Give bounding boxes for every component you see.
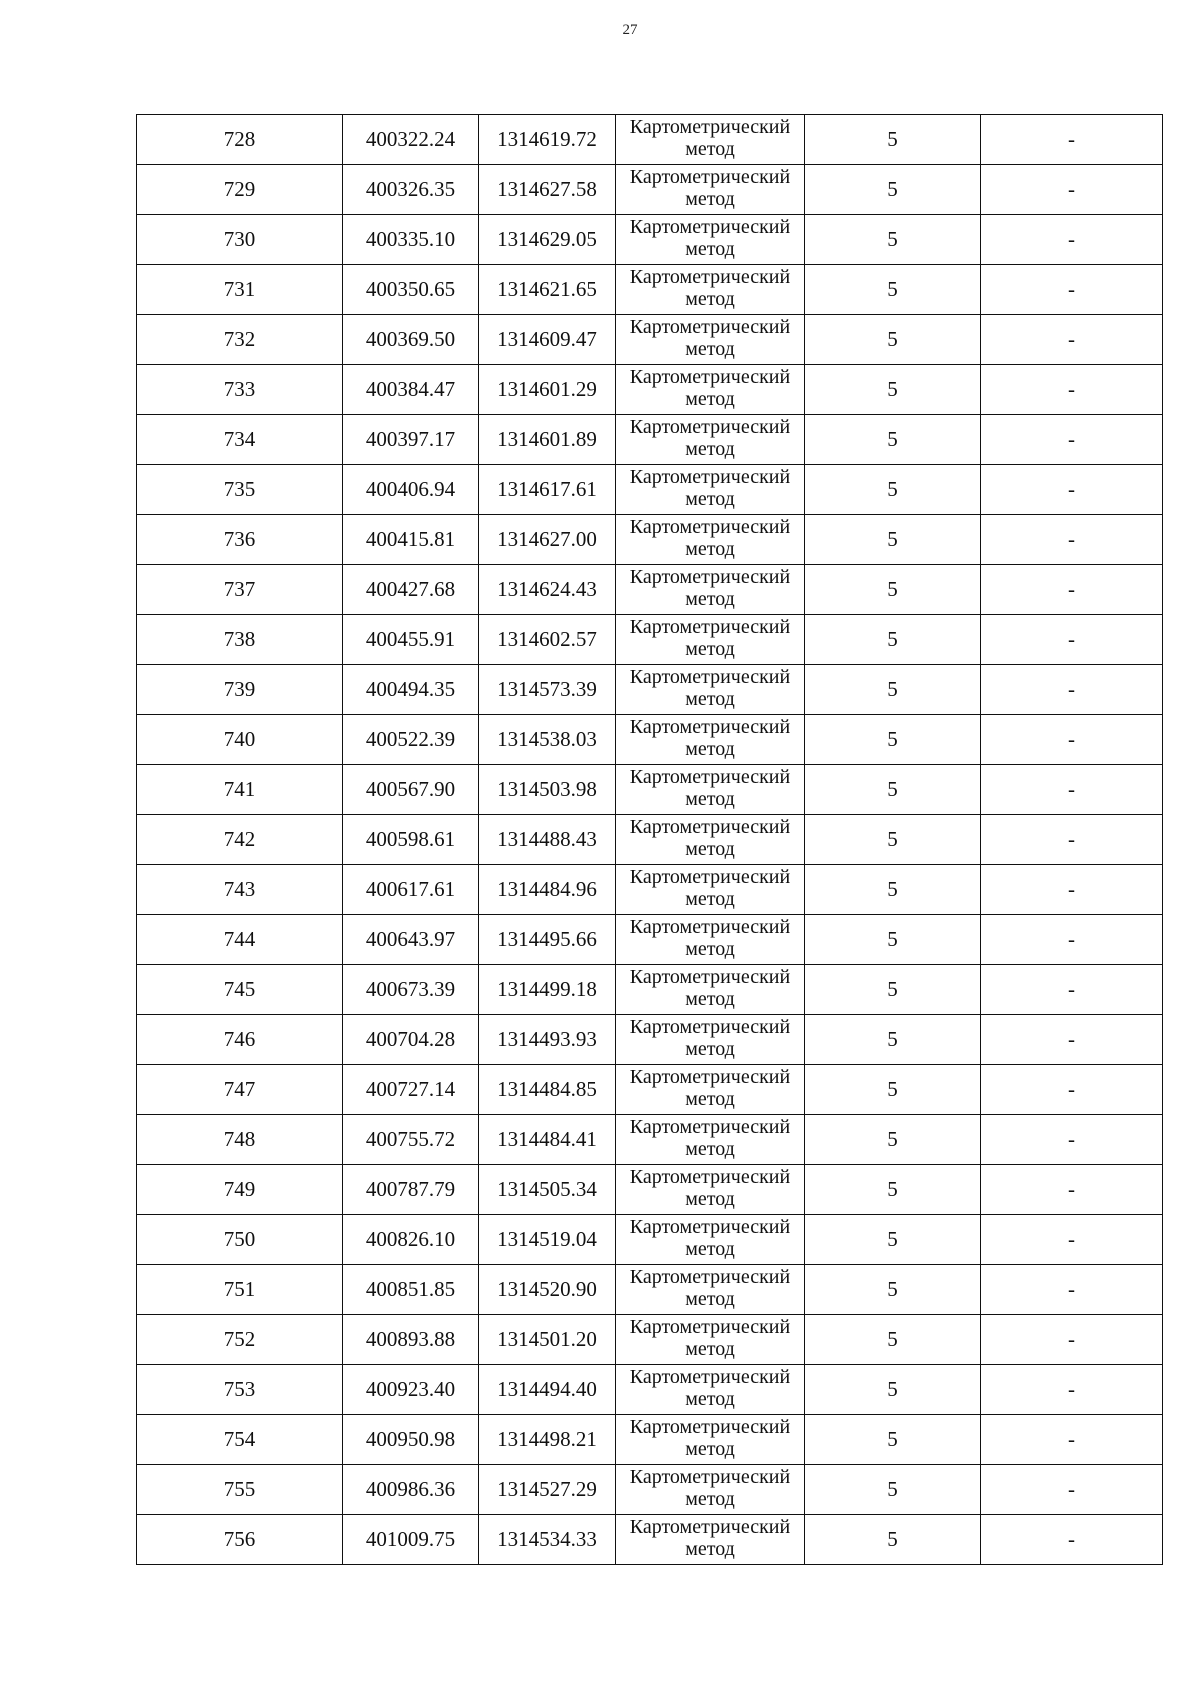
accuracy-cell: 5 (805, 815, 981, 865)
method-cell (616, 565, 805, 615)
table-row (137, 1065, 1163, 1115)
table-row (137, 1315, 1163, 1365)
point-number-cell: 741 (137, 765, 343, 815)
accuracy-cell: 5 (805, 615, 981, 665)
accuracy-cell: 5 (805, 165, 981, 215)
method-line-1: Картометрический (629, 966, 791, 988)
method-cell (616, 1215, 805, 1265)
y-coordinate-cell: 1314621.65 (479, 265, 616, 315)
note-cell: - (981, 365, 1163, 415)
method-cell (616, 665, 805, 715)
x-coordinate-cell: 400427.68 (343, 565, 479, 615)
method-line-1: Картометрический (629, 316, 791, 338)
accuracy-cell: 5 (805, 665, 981, 715)
note-cell: - (981, 865, 1163, 915)
note-cell: - (981, 265, 1163, 315)
method-line-1: Картометрический (629, 1216, 791, 1238)
accuracy-cell: 5 (805, 1115, 981, 1165)
method-line-1: Картометрический (629, 666, 791, 688)
method-line-1: Картометрический (629, 266, 791, 288)
point-number-cell: 731 (137, 265, 343, 315)
method-line-2: метод (685, 288, 735, 310)
method-line-1: Картометрический (629, 1166, 791, 1188)
method-line-2: метод (685, 838, 735, 860)
note-cell: - (981, 915, 1163, 965)
method-line-2: метод (685, 938, 735, 960)
accuracy-cell: 5 (805, 1315, 981, 1365)
method-line-2: метод (685, 588, 735, 610)
x-coordinate-cell: 401009.75 (343, 1515, 479, 1565)
method-cell (616, 115, 805, 165)
table-row (137, 365, 1163, 415)
point-number-cell: 732 (137, 315, 343, 365)
x-coordinate-cell: 400986.36 (343, 1465, 479, 1515)
x-coordinate-cell: 400369.50 (343, 315, 479, 365)
accuracy-cell: 5 (805, 765, 981, 815)
method-line-1: Картометрический (629, 1316, 791, 1338)
accuracy-cell: 5 (805, 1015, 981, 1065)
method-line-2: метод (685, 638, 735, 660)
method-line-2: метод (685, 988, 735, 1010)
method-line-1: Картометрический (629, 816, 791, 838)
point-number-cell: 737 (137, 565, 343, 615)
x-coordinate-cell: 400950.98 (343, 1415, 479, 1465)
method-line-1: Картометрический (629, 116, 791, 138)
y-coordinate-cell: 1314505.34 (479, 1165, 616, 1215)
y-coordinate-cell: 1314573.39 (479, 665, 616, 715)
point-number-cell: 746 (137, 1015, 343, 1065)
x-coordinate-cell: 400494.35 (343, 665, 479, 715)
y-coordinate-cell: 1314484.96 (479, 865, 616, 915)
x-coordinate-cell: 400727.14 (343, 1065, 479, 1115)
y-coordinate-cell: 1314609.47 (479, 315, 616, 365)
point-number-cell: 745 (137, 965, 343, 1015)
table-row (137, 1415, 1163, 1465)
method-line-2: метод (685, 438, 735, 460)
accuracy-cell: 5 (805, 415, 981, 465)
note-cell: - (981, 165, 1163, 215)
method-line-2: метод (685, 1088, 735, 1110)
note-cell: - (981, 1015, 1163, 1065)
note-cell: - (981, 1465, 1163, 1515)
x-coordinate-cell: 400617.61 (343, 865, 479, 915)
x-coordinate-cell: 400326.35 (343, 165, 479, 215)
accuracy-cell: 5 (805, 315, 981, 365)
method-line-2: метод (685, 188, 735, 210)
y-coordinate-cell: 1314494.40 (479, 1365, 616, 1415)
method-line-2: метод (685, 1188, 735, 1210)
table-row (137, 515, 1163, 565)
method-line-1: Картометрический (629, 766, 791, 788)
table-row (137, 915, 1163, 965)
y-coordinate-cell: 1314493.93 (479, 1015, 616, 1065)
note-cell: - (981, 415, 1163, 465)
method-cell (616, 1415, 805, 1465)
method-line-2: метод (685, 738, 735, 760)
y-coordinate-cell: 1314495.66 (479, 915, 616, 965)
table-row (137, 1465, 1163, 1515)
method-line-2: метод (685, 388, 735, 410)
note-cell: - (981, 1415, 1163, 1465)
method-cell (616, 365, 805, 415)
method-line-2: метод (685, 538, 735, 560)
y-coordinate-cell: 1314484.41 (479, 1115, 616, 1165)
point-number-cell: 730 (137, 215, 343, 265)
table-row (137, 965, 1163, 1015)
y-coordinate-cell: 1314538.03 (479, 715, 616, 765)
point-number-cell: 748 (137, 1115, 343, 1165)
table-row (137, 565, 1163, 615)
x-coordinate-cell: 400322.24 (343, 115, 479, 165)
method-cell (616, 515, 805, 565)
note-cell: - (981, 965, 1163, 1015)
point-number-cell: 751 (137, 1265, 343, 1315)
method-cell (616, 215, 805, 265)
point-number-cell: 742 (137, 815, 343, 865)
method-line-1: Картометрический (629, 1516, 791, 1538)
note-cell: - (981, 1165, 1163, 1215)
accuracy-cell: 5 (805, 215, 981, 265)
table-row (137, 865, 1163, 915)
table-row (137, 465, 1163, 515)
page-number: 27 (622, 22, 638, 38)
method-line-1: Картометрический (629, 1366, 791, 1388)
method-line-1: Картометрический (629, 1116, 791, 1138)
method-line-1: Картометрический (629, 166, 791, 188)
accuracy-cell: 5 (805, 1065, 981, 1115)
table-row (137, 715, 1163, 765)
accuracy-cell: 5 (805, 265, 981, 315)
y-coordinate-cell: 1314629.05 (479, 215, 616, 265)
accuracy-cell: 5 (805, 1415, 981, 1465)
note-cell: - (981, 1315, 1163, 1365)
method-line-1: Картометрический (629, 1466, 791, 1488)
method-line-1: Картометрический (629, 516, 791, 538)
y-coordinate-cell: 1314602.57 (479, 615, 616, 665)
method-cell (616, 1365, 805, 1415)
y-coordinate-cell: 1314520.90 (479, 1265, 616, 1315)
method-line-1: Картометрический (629, 366, 791, 388)
x-coordinate-cell: 400851.85 (343, 1265, 479, 1315)
x-coordinate-cell: 400567.90 (343, 765, 479, 815)
y-coordinate-cell: 1314617.61 (479, 465, 616, 515)
method-line-2: метод (685, 1138, 735, 1160)
note-cell: - (981, 715, 1163, 765)
accuracy-cell: 5 (805, 1465, 981, 1515)
point-number-cell: 756 (137, 1515, 343, 1565)
note-cell: - (981, 515, 1163, 565)
x-coordinate-cell: 400335.10 (343, 215, 479, 265)
method-cell (616, 715, 805, 765)
method-cell (616, 765, 805, 815)
method-line-2: метод (685, 1288, 735, 1310)
y-coordinate-cell: 1314527.29 (479, 1465, 616, 1515)
method-line-2: метод (685, 788, 735, 810)
table-row (137, 265, 1163, 315)
method-cell (616, 265, 805, 315)
point-number-cell: 736 (137, 515, 343, 565)
point-number-cell: 747 (137, 1065, 343, 1115)
accuracy-cell: 5 (805, 515, 981, 565)
point-number-cell: 740 (137, 715, 343, 765)
y-coordinate-cell: 1314619.72 (479, 115, 616, 165)
method-line-2: метод (685, 1438, 735, 1460)
y-coordinate-cell: 1314519.04 (479, 1215, 616, 1265)
note-cell: - (981, 815, 1163, 865)
method-line-2: метод (685, 338, 735, 360)
coordinates-table-body (137, 115, 1163, 1565)
method-cell (616, 1515, 805, 1565)
y-coordinate-cell: 1314627.00 (479, 515, 616, 565)
table-row (137, 665, 1163, 715)
x-coordinate-cell: 400826.10 (343, 1215, 479, 1265)
accuracy-cell: 5 (805, 1215, 981, 1265)
y-coordinate-cell: 1314498.21 (479, 1415, 616, 1465)
method-cell (616, 165, 805, 215)
method-cell (616, 1165, 805, 1215)
point-number-cell: 749 (137, 1165, 343, 1215)
accuracy-cell: 5 (805, 1265, 981, 1315)
method-line-2: метод (685, 1038, 735, 1060)
method-line-1: Картометрический (629, 1066, 791, 1088)
note-cell: - (981, 565, 1163, 615)
y-coordinate-cell: 1314484.85 (479, 1065, 616, 1115)
method-cell (616, 815, 805, 865)
x-coordinate-cell: 400893.88 (343, 1315, 479, 1365)
method-line-1: Картометрический (629, 566, 791, 588)
method-line-1: Картометрический (629, 1416, 791, 1438)
note-cell: - (981, 615, 1163, 665)
method-cell (616, 315, 805, 365)
note-cell: - (981, 1215, 1163, 1265)
note-cell: - (981, 1065, 1163, 1115)
method-line-1: Картометрический (629, 1016, 791, 1038)
method-line-2: метод (685, 488, 735, 510)
method-cell (616, 865, 805, 915)
table-row (137, 1115, 1163, 1165)
point-number-cell: 750 (137, 1215, 343, 1265)
method-cell (616, 615, 805, 665)
method-line-1: Картометрический (629, 1266, 791, 1288)
method-line-2: метод (685, 1488, 735, 1510)
method-line-2: метод (685, 888, 735, 910)
note-cell: - (981, 1115, 1163, 1165)
method-line-1: Картометрический (629, 616, 791, 638)
method-line-2: метод (685, 238, 735, 260)
accuracy-cell: 5 (805, 1365, 981, 1415)
x-coordinate-cell: 400406.94 (343, 465, 479, 515)
y-coordinate-cell: 1314499.18 (479, 965, 616, 1015)
table-row (137, 1265, 1163, 1315)
y-coordinate-cell: 1314501.20 (479, 1315, 616, 1365)
accuracy-cell: 5 (805, 1515, 981, 1565)
accuracy-cell: 5 (805, 865, 981, 915)
y-coordinate-cell: 1314503.98 (479, 765, 616, 815)
x-coordinate-cell: 400397.17 (343, 415, 479, 465)
x-coordinate-cell: 400643.97 (343, 915, 479, 965)
x-coordinate-cell: 400598.61 (343, 815, 479, 865)
note-cell: - (981, 465, 1163, 515)
method-cell (616, 465, 805, 515)
method-cell (616, 915, 805, 965)
point-number-cell: 755 (137, 1465, 343, 1515)
table-row (137, 1365, 1163, 1415)
table-row (137, 415, 1163, 465)
note-cell: - (981, 115, 1163, 165)
method-cell (616, 1315, 805, 1365)
point-number-cell: 744 (137, 915, 343, 965)
y-coordinate-cell: 1314488.43 (479, 815, 616, 865)
y-coordinate-cell: 1314627.58 (479, 165, 616, 215)
note-cell: - (981, 1515, 1163, 1565)
table-row (137, 1215, 1163, 1265)
table-row (137, 215, 1163, 265)
method-line-2: метод (685, 1238, 735, 1260)
point-number-cell: 753 (137, 1365, 343, 1415)
point-number-cell: 729 (137, 165, 343, 215)
point-number-cell: 735 (137, 465, 343, 515)
point-number-cell: 728 (137, 115, 343, 165)
method-line-1: Картометрический (629, 916, 791, 938)
x-coordinate-cell: 400704.28 (343, 1015, 479, 1065)
point-number-cell: 743 (137, 865, 343, 915)
method-cell (616, 1465, 805, 1515)
x-coordinate-cell: 400455.91 (343, 615, 479, 665)
x-coordinate-cell: 400673.39 (343, 965, 479, 1015)
method-line-1: Картометрический (629, 216, 791, 238)
table-row (137, 615, 1163, 665)
method-line-1: Картометрический (629, 466, 791, 488)
x-coordinate-cell: 400415.81 (343, 515, 479, 565)
method-line-2: метод (685, 1338, 735, 1360)
y-coordinate-cell: 1314601.89 (479, 415, 616, 465)
method-cell (616, 415, 805, 465)
note-cell: - (981, 215, 1163, 265)
method-cell (616, 965, 805, 1015)
method-line-1: Картометрический (629, 416, 791, 438)
table-row (137, 1015, 1163, 1065)
accuracy-cell: 5 (805, 365, 981, 415)
method-cell (616, 1065, 805, 1115)
method-line-2: метод (685, 138, 735, 160)
x-coordinate-cell: 400787.79 (343, 1165, 479, 1215)
method-line-2: метод (685, 1388, 735, 1410)
point-number-cell: 752 (137, 1315, 343, 1365)
point-number-cell: 754 (137, 1415, 343, 1465)
note-cell: - (981, 665, 1163, 715)
x-coordinate-cell: 400755.72 (343, 1115, 479, 1165)
coordinates-table (136, 114, 1163, 1565)
method-line-1: Картометрический (629, 716, 791, 738)
method-cell (616, 1015, 805, 1065)
method-line-2: метод (685, 1538, 735, 1560)
table-row (137, 115, 1163, 165)
x-coordinate-cell: 400384.47 (343, 365, 479, 415)
table-row (137, 765, 1163, 815)
note-cell: - (981, 1365, 1163, 1415)
accuracy-cell: 5 (805, 1165, 981, 1215)
accuracy-cell: 5 (805, 465, 981, 515)
accuracy-cell: 5 (805, 565, 981, 615)
y-coordinate-cell: 1314601.29 (479, 365, 616, 415)
method-cell (616, 1115, 805, 1165)
point-number-cell: 738 (137, 615, 343, 665)
accuracy-cell: 5 (805, 115, 981, 165)
x-coordinate-cell: 400350.65 (343, 265, 479, 315)
y-coordinate-cell: 1314624.43 (479, 565, 616, 615)
accuracy-cell: 5 (805, 715, 981, 765)
method-cell (616, 1265, 805, 1315)
y-coordinate-cell: 1314534.33 (479, 1515, 616, 1565)
accuracy-cell: 5 (805, 965, 981, 1015)
note-cell: - (981, 315, 1163, 365)
point-number-cell: 734 (137, 415, 343, 465)
note-cell: - (981, 765, 1163, 815)
method-line-1: Картометрический (629, 866, 791, 888)
note-cell: - (981, 1265, 1163, 1315)
table-row (137, 315, 1163, 365)
point-number-cell: 733 (137, 365, 343, 415)
x-coordinate-cell: 400522.39 (343, 715, 479, 765)
x-coordinate-cell: 400923.40 (343, 1365, 479, 1415)
method-line-2: метод (685, 688, 735, 710)
table-row (137, 815, 1163, 865)
accuracy-cell: 5 (805, 915, 981, 965)
table-row (137, 1515, 1163, 1565)
table-row (137, 1165, 1163, 1215)
point-number-cell: 739 (137, 665, 343, 715)
table-row (137, 165, 1163, 215)
